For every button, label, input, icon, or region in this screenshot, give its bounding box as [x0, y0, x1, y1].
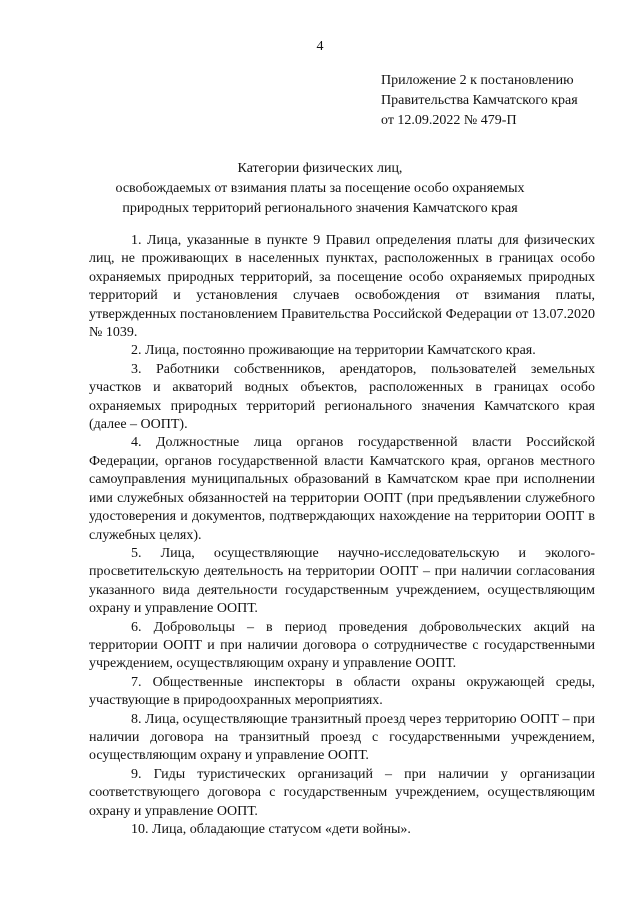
list-item: 6. Добровольцы – в период проведения добровольческих акций на территории ООПТ и при наличии договора о сотрудничестве с государственными учреждением, осуществляющим охрану и управление ООПТ. [89, 619, 595, 672]
appendix-header [381, 71, 621, 131]
list-item: 4. Должностные лица органов государственной власти Российской Федерации, органов государственной власти Камчатского края, органов местного самоуправления муниципальных образований в Камчатском крае при исполнении ими служебных обязанностей на территории ООПТ (при предъявлении служебного удостоверения и документов, подтверждающих нахождение на территории ООПТ в служебных целях). [89, 435, 595, 543]
title-line: природных территорий регионального значения Камчатского края [122, 201, 518, 216]
document-body [89, 232, 595, 839]
list-item: 3. Работники собственников, арендаторов, пользователей земельных участков и акваторий водных объектов, расположенных в границах особо охраняемых природных территорий регионального значения Камчатского края (далее – ООПТ). [89, 361, 595, 433]
list-item: 7. Общественные инспекторы в области охраны окружающей среды, участвующие в природоохранных мероприятиях. [89, 674, 595, 709]
title-line: освобождаемых от взимания платы за посещение особо охраняемых [115, 181, 525, 196]
appendix-line: Правительства Камчатского края [381, 93, 578, 108]
list-item: 2. Лица, постоянно проживающие на территории Камчатского края. [131, 343, 536, 359]
list-item: 8. Лица, осуществляющие транзитный проезд через территорию ООПТ – при наличии договора на транзитный проезд с государственными учреждением, осуществляющим охрану и управление ООПТ. [89, 711, 595, 764]
appendix-line: от 12.09.2022 № 479-П [381, 113, 517, 128]
page-number: 4 [316, 39, 324, 54]
title-line: Категории физических лиц, [237, 161, 403, 176]
appendix-line: Приложение 2 к постановлению [381, 73, 574, 88]
list-item: 1. Лица, указанные в пункте 9 Правил определения платы для физических лиц, не проживающих в населенных пунктах, расположенных в границах особо охраняемых природных территорий, за посещение особо охраняемых природных территорий и установления случаев освобождения от взимания платы, утвержденных постановлением Правительства Российской Федерации от 13.07.2020 № 1039. [89, 233, 595, 341]
list-item: 5. Лица, осуществляющие научно-исследовательскую и эколого-просветительскую деятельность на территории ООПТ – при наличии согласования указанного вида деятельности государственным учреждением, осуществляющим охрану и управление ООПТ. [89, 545, 595, 617]
document-title [60, 159, 580, 219]
list-item: 9. Гиды туристических организаций – при наличии у организации соответствующего договора с государственным учреждением, осуществляющим охрану и управление ООПТ. [89, 766, 595, 819]
list-item: 10. Лица, обладающие статусом «дети войны». [131, 822, 411, 837]
